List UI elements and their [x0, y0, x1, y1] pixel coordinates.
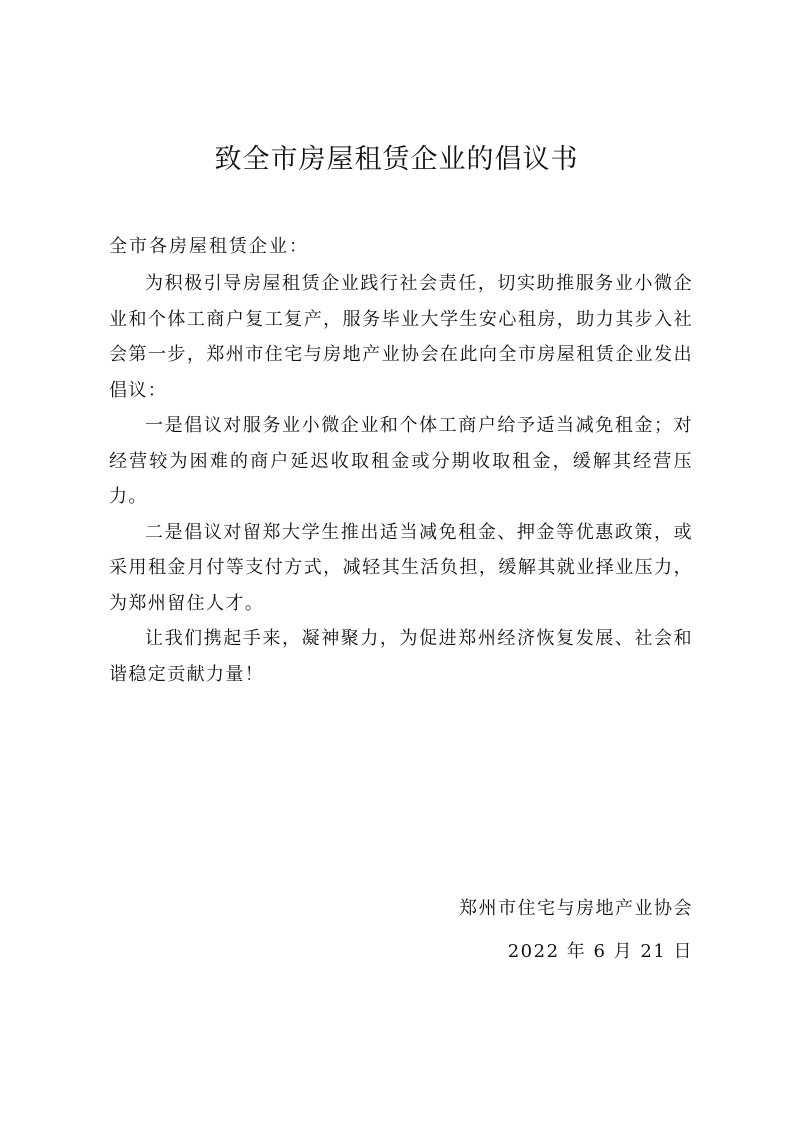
- paragraph-proposal-2: 二是倡议对留郑大学生推出适当减免租金、押金等优惠政策，或采用租金月付等支付方式，减轻其生活负担，缓解其就业择业压力，为郑州留住人才。: [109, 521, 693, 614]
- signature-date: 2022 年 6 月 21 日: [507, 941, 693, 962]
- body-text: [109, 266, 693, 692]
- paragraph-proposal-1: 一是倡议对服务业小微企业和个体工商户给予适当减免租金；对经营较为困难的商户延迟收取租金或分期收取租金，缓解其经营压力。: [109, 415, 693, 507]
- paragraph-closing: 让我们携起手来，凝神聚力，为促进郑州经济恢复发展、社会和谐稳定贡献力量！: [109, 628, 693, 685]
- paragraph-intro: 为积极引导房屋租赁企业践行社会责任，切实助推服务业小微企业和个体工商户复工复产，服务毕业大学生安心租房，助力其步入社会第一步，郑州市住宅与房地产业协会在此向全市房屋租赁企业发出倡议：: [109, 273, 693, 401]
- document-title: 致全市房屋租赁企业的倡议书: [214, 144, 579, 175]
- signature-organization: 郑州市住宅与房地产业协会: [459, 898, 693, 919]
- salutation: 全市各房屋租赁企业：: [109, 236, 309, 257]
